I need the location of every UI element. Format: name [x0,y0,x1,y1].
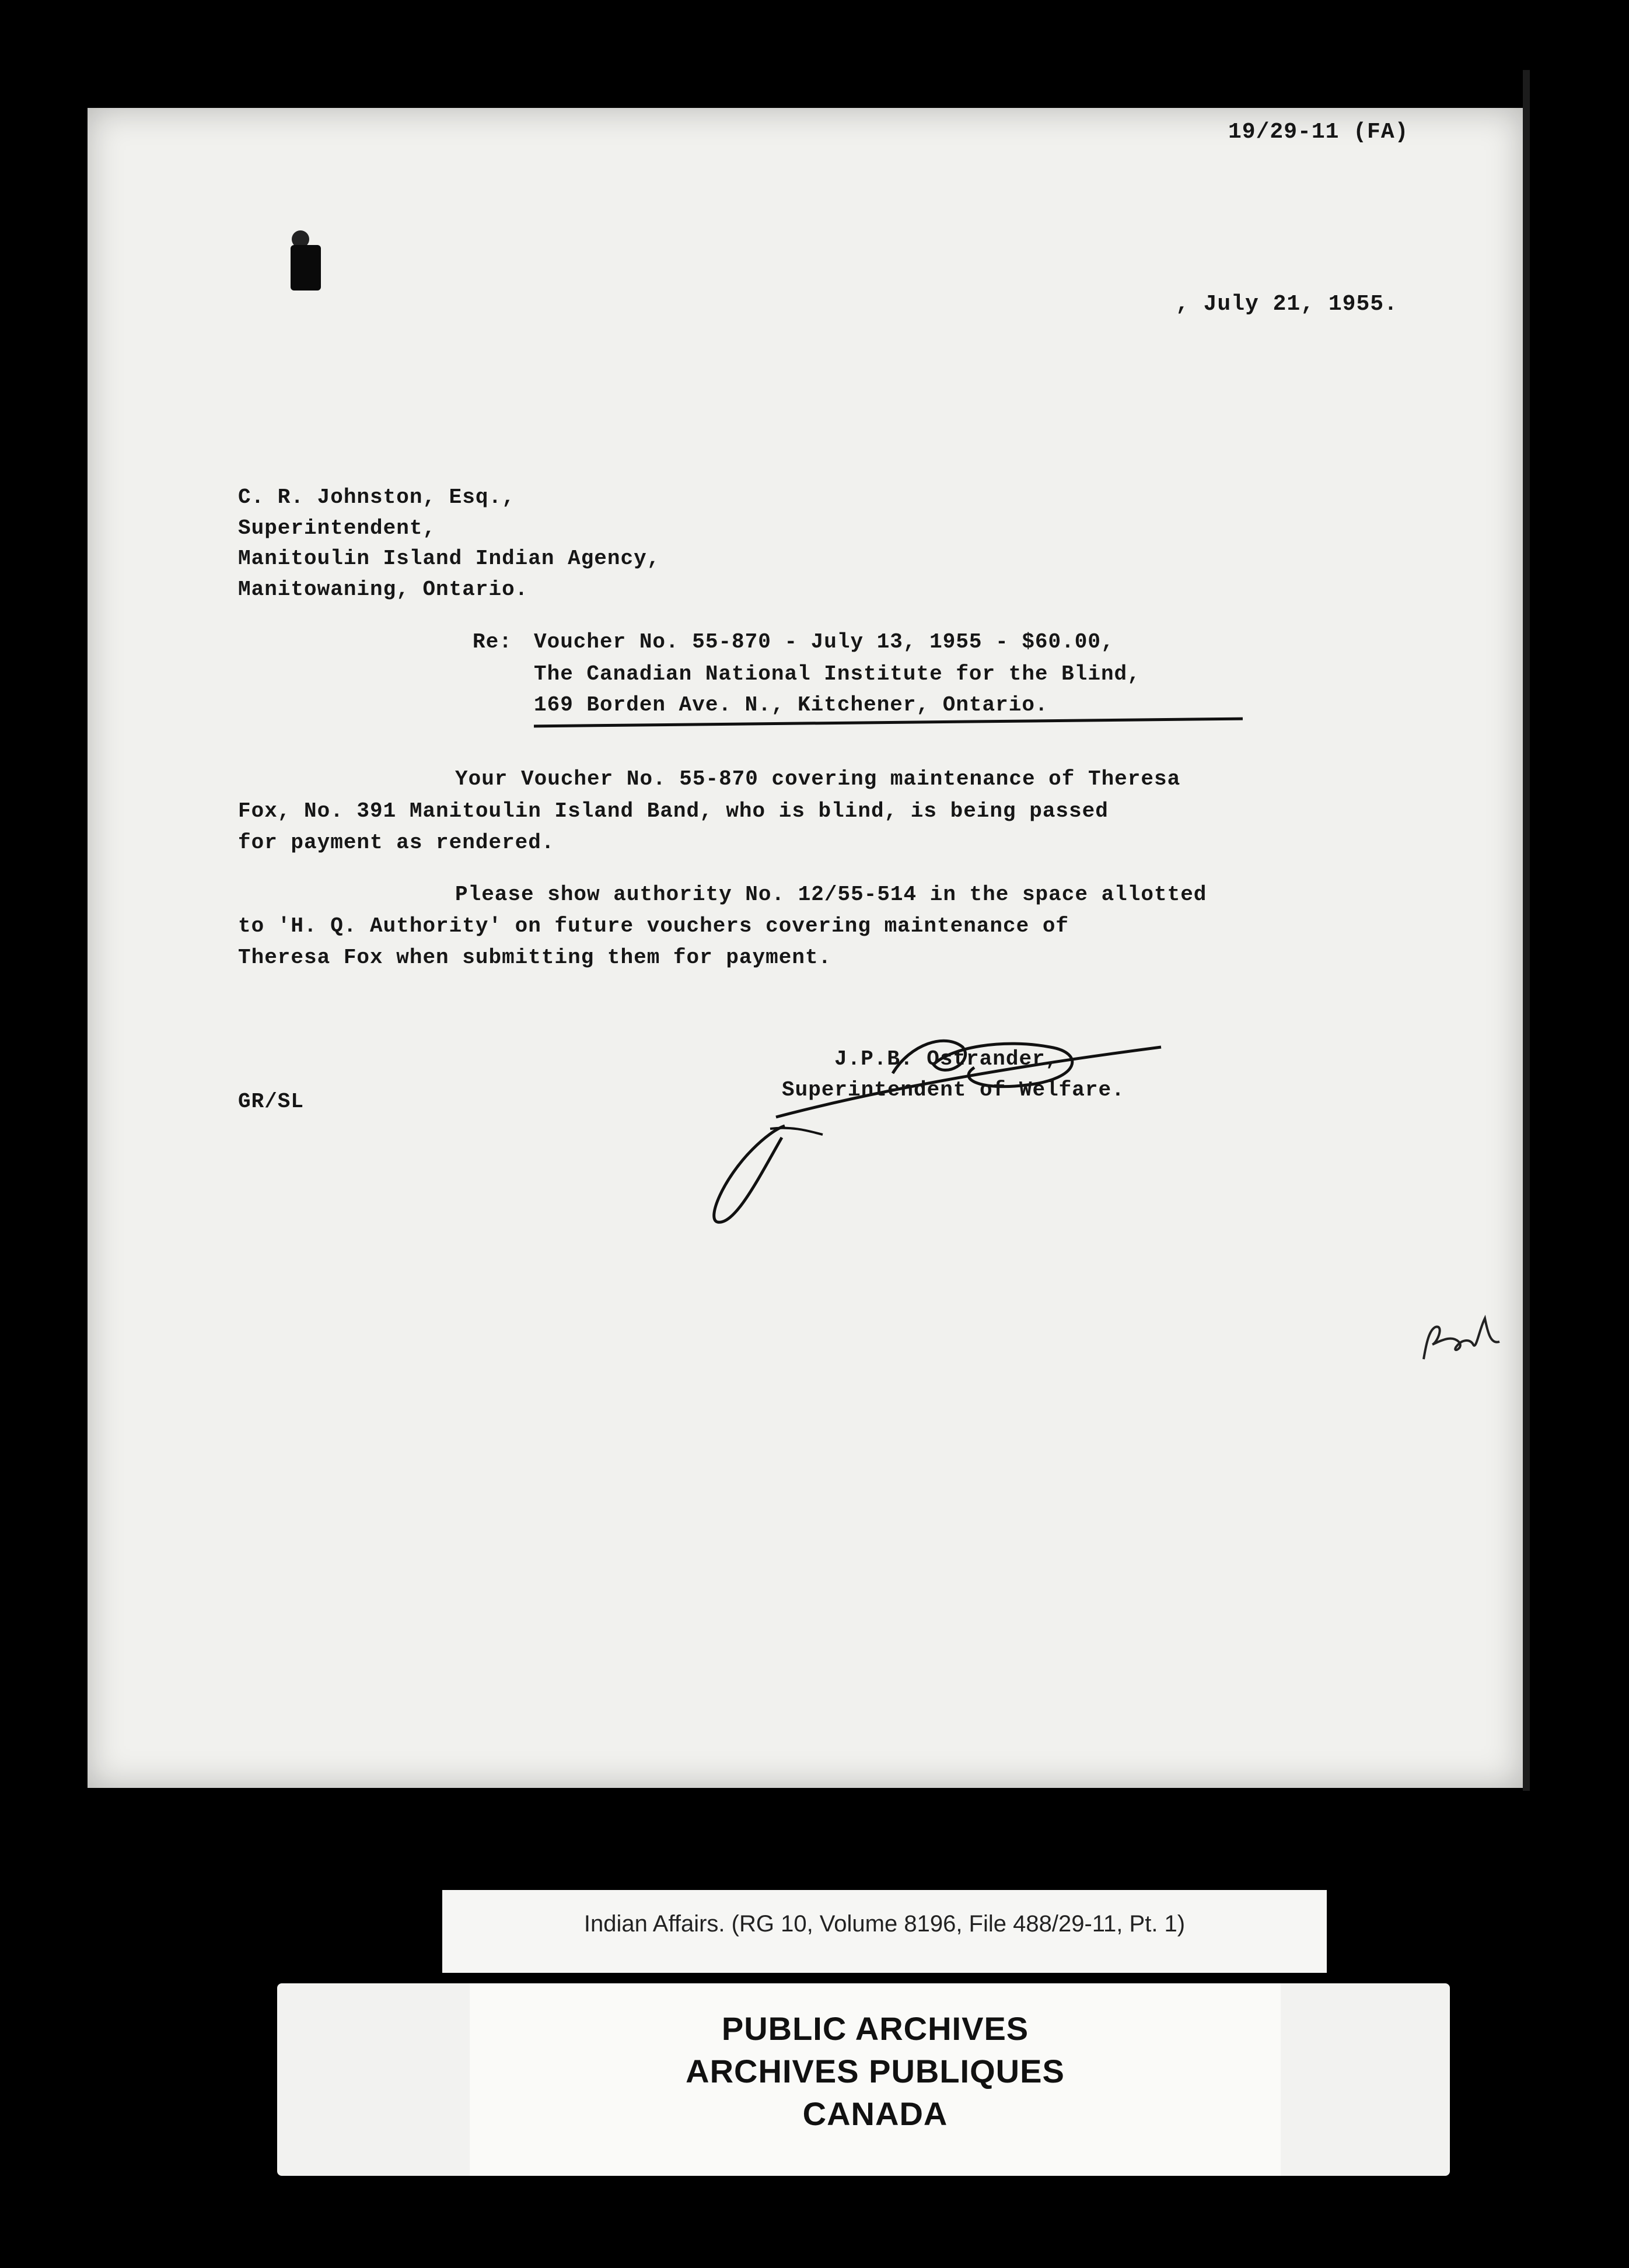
addressee-line: C. R. Johnston, Esq., [238,485,515,509]
body-paragraph-line: for payment as rendered. [238,831,555,855]
addressee-line: Manitowaning, Ontario. [238,578,529,601]
archive-stamp-line: PUBLIC ARCHIVES [721,2010,1029,2047]
archive-caption-label [442,1890,1327,1973]
signer-title: Superintendent of Welfare. [782,1078,1125,1102]
archive-stamp [277,1983,1450,2176]
archive-stamp-line: ARCHIVES PUBLIQUES [686,2053,1065,2090]
body-paragraph-line: to 'H. Q. Authority' on future vouchers covering maintenance of [238,914,1069,938]
archive-caption: Indian Affairs. (RG 10, Volume 8196, File 488/29-11, Pt. 1) [583,1911,1186,1937]
body-paragraph-line: Your Voucher No. 55-870 covering maintenance of Theresa [455,767,1181,791]
body-paragraph-line: Fox, No. 391 Manitoulin Island Band, who is blind, is being passed [238,799,1109,823]
subject-line: Voucher No. 55-870 - July 13, 1955 - $60.00, [534,630,1114,654]
body-paragraph-line: Please show authority No. 12/55-514 in the space allotted [455,883,1207,907]
signer-name: J.P.B. Ostrander, [834,1047,1059,1071]
typist-initials: GR/SL [238,1090,305,1114]
file-reference: 19/29-11 (FA) [1228,120,1409,145]
paper-edge-shadow [1523,70,1530,1791]
handwritten-marginal-mark [1412,1307,1505,1371]
punch-hole [291,245,321,290]
letter-date: , July 21, 1955. [1176,292,1398,317]
subject-label: Re: [473,630,512,654]
addressee-line: Superintendent, [238,516,436,540]
archive-stamp-line: CANADA [802,2095,948,2132]
addressee-line: Manitoulin Island Indian Agency, [238,547,660,570]
archive-stamp-label [470,1983,1281,2176]
handwritten-signature [700,992,1179,1237]
subject-line: The Canadian National Institute for the Blind, [534,662,1141,686]
body-paragraph-line: Theresa Fox when submitting them for payment. [238,946,832,970]
subject-line: 169 Borden Ave. N., Kitchener, Ontario. [534,693,1048,717]
